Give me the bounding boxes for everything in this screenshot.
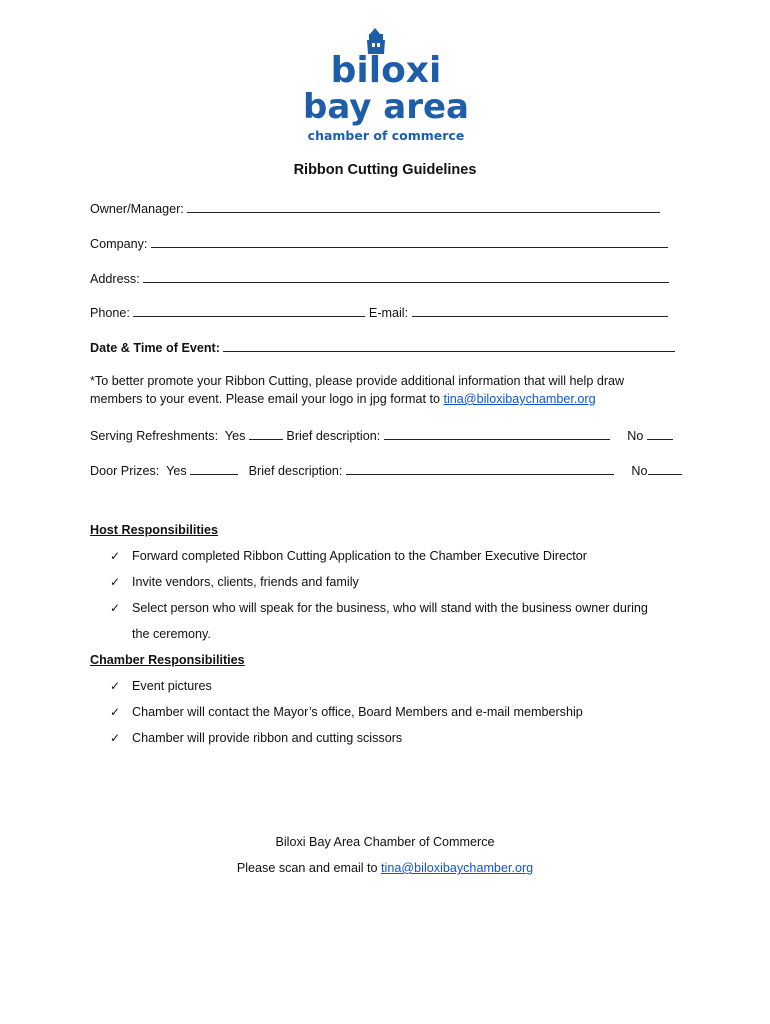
door-prizes-no-field[interactable] [648,462,682,475]
logo-line-3: chamber of commerce [307,128,465,143]
address-label: Address: [90,272,140,286]
page-title: Ribbon Cutting Guidelines [293,162,477,178]
email-label: E-mail: [368,306,409,320]
footer-email-link[interactable]: tina@biloxibaychamber.org [381,861,534,875]
refreshments-yes-field[interactable] [249,427,283,440]
door-prizes-brief-label: Brief description: [248,464,343,478]
host-item-continued: the ceremony. [132,627,211,641]
door-prizes-yes-label: Yes [166,464,187,478]
check-icon: ✓ [110,679,121,693]
host-heading: Host Responsibilities [90,523,219,537]
footer-scan-text: Please scan and email to [236,861,382,875]
company-field[interactable] [151,235,668,248]
chamber-item: ✓ Chamber will contact the Mayor’s office, Board Members and e-mail membership [110,705,583,719]
host-item: ✓ Invite vendors, clients, friends and family [110,575,359,589]
date-label: Date & Time of Event: [90,341,220,355]
refreshments-no-field[interactable] [647,427,673,440]
promo-email-link[interactable]: tina@biloxibaychamber.org [443,392,596,406]
footer-org: Biloxi Bay Area Chamber of Commerce [275,835,495,849]
door-prizes-yes-field[interactable] [190,462,238,475]
host-item: ✓ Select person who will speak for the business, who will stand with the business owner during [110,601,648,615]
date-row [90,339,675,355]
address-row [90,270,669,286]
email-field[interactable] [412,304,668,317]
promo-line-1: *To better promote your Ribbon Cutting, please provide additional information that will help draw [90,374,625,388]
company-row [90,235,668,251]
owner-field[interactable] [187,200,660,213]
refreshments-brief-label: Brief description: [286,429,381,443]
check-icon: ✓ [110,705,121,719]
door-prizes-label: Door Prizes: [90,464,160,478]
refreshments-row [90,427,673,443]
door-prizes-no-label: No [631,464,648,478]
refreshments-brief-field[interactable] [384,427,610,440]
footer-scan-line [0,861,770,875]
host-item: ✓ Forward completed Ribbon Cutting Application to the Chamber Executive Director [110,549,587,563]
owner-row [90,200,660,216]
refreshments-label: Serving Refreshments: [90,429,219,443]
address-field[interactable] [143,270,669,283]
chamber-item: ✓ Event pictures [110,679,212,693]
date-field[interactable] [223,339,675,352]
check-icon: ✓ [110,549,121,563]
chamber-logo [300,28,472,150]
chamber-heading: Chamber Responsibilities [90,653,245,667]
check-icon: ✓ [110,575,121,589]
refreshments-no-label: No [627,429,644,443]
check-icon: ✓ [110,731,121,745]
promo-text: members to your event. Please email your logo in jpg format to [90,392,444,406]
promo-line-2 [90,392,596,406]
door-prizes-brief-field[interactable] [346,462,614,475]
logo-line-1: biloxi [330,50,442,91]
phone-label: Phone: [90,306,130,320]
refreshments-yes-label: Yes [224,429,246,443]
phone-field[interactable] [133,304,365,317]
check-icon: ✓ [110,601,121,615]
logo-line-2: bay area [303,87,469,127]
phone-email-row [90,304,668,320]
chamber-item: ✓ Chamber will provide ribbon and cutting scissors [110,731,403,745]
company-label: Company: [90,237,148,251]
door-prizes-row [90,462,682,478]
owner-label: Owner/Manager: [90,202,184,216]
